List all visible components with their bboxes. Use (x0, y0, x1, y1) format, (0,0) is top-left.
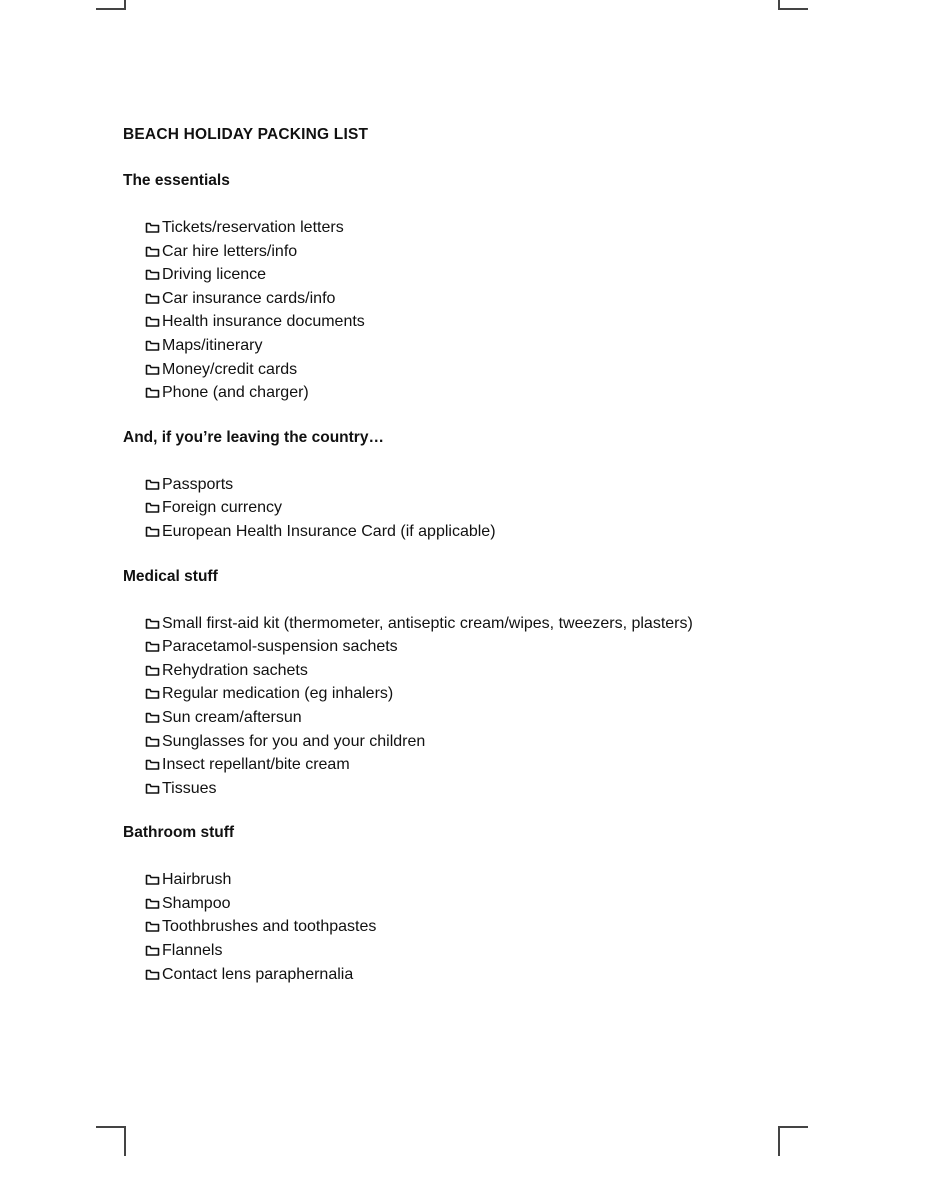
list-item[interactable]: Phone (and charger) (145, 381, 803, 405)
checkbox-icon[interactable] (145, 340, 162, 351)
section-heading-medical: Medical stuff (123, 567, 218, 585)
checkbox-icon[interactable] (145, 969, 162, 980)
checkbox-icon[interactable] (145, 898, 162, 909)
checkbox-icon[interactable] (145, 526, 162, 537)
crop-mark-top-left (96, 0, 126, 10)
list-item[interactable]: Car hire letters/info (145, 240, 803, 264)
checkbox-icon[interactable] (145, 665, 162, 676)
checkbox-icon[interactable] (145, 222, 162, 233)
list-item[interactable]: Passports (145, 473, 803, 497)
checkbox-icon[interactable] (145, 364, 162, 375)
list-item[interactable]: Driving licence (145, 263, 803, 287)
checkbox-icon[interactable] (145, 246, 162, 257)
list-item[interactable]: Small first-aid kit (thermometer, antiseptic cream/wipes, tweezers, plasters) (145, 612, 803, 636)
checkbox-icon[interactable] (145, 293, 162, 304)
list-item[interactable]: Shampoo (145, 892, 803, 916)
checkbox-icon[interactable] (145, 316, 162, 327)
list-item[interactable]: Health insurance documents (145, 310, 803, 334)
essentials-list (123, 216, 803, 405)
list-item[interactable]: Tissues (145, 777, 803, 801)
list-item[interactable]: Maps/itinerary (145, 334, 803, 358)
list-item[interactable]: Paracetamol-suspension sachets (145, 635, 803, 659)
checkbox-icon[interactable] (145, 783, 162, 794)
checkbox-icon[interactable] (145, 618, 162, 629)
document-title: BEACH HOLIDAY PACKING LIST (123, 126, 369, 143)
leaving-country-list (123, 473, 803, 544)
crop-mark-top-right (778, 0, 808, 10)
list-item[interactable]: Sun cream/aftersun (145, 706, 803, 730)
section-heading-essentials: The essentials (123, 172, 230, 189)
list-item[interactable]: Contact lens paraphernalia (145, 963, 803, 987)
list-item[interactable]: Tickets/reservation letters (145, 216, 803, 240)
list-item[interactable]: Regular medication (eg inhalers) (145, 682, 803, 706)
checkbox-icon[interactable] (145, 479, 162, 490)
checkbox-icon[interactable] (145, 759, 162, 770)
section-heading-leaving-country: And, if you’re leaving the country… (123, 428, 384, 446)
checkbox-icon[interactable] (145, 387, 162, 398)
medical-list (123, 612, 803, 801)
checkbox-icon[interactable] (145, 502, 162, 513)
checkbox-icon[interactable] (145, 641, 162, 652)
list-item[interactable]: Car insurance cards/info (145, 287, 803, 311)
checkbox-icon[interactable] (145, 688, 162, 699)
list-item[interactable]: Hairbrush (145, 868, 803, 892)
crop-mark-bottom-right (778, 1126, 808, 1156)
list-item[interactable]: Insect repellant/bite cream (145, 753, 803, 777)
checkbox-icon[interactable] (145, 874, 162, 885)
section-heading-bathroom: Bathroom stuff (123, 824, 235, 842)
checkbox-icon[interactable] (145, 712, 162, 723)
bathroom-list (123, 868, 803, 986)
list-item[interactable]: Toothbrushes and toothpastes (145, 915, 803, 939)
checkbox-icon[interactable] (145, 269, 162, 280)
list-item[interactable]: Sunglasses for you and your children (145, 730, 803, 754)
packing-list-document (123, 124, 803, 1008)
list-item[interactable]: Flannels (145, 939, 803, 963)
checkbox-icon[interactable] (145, 921, 162, 932)
checkbox-icon[interactable] (145, 736, 162, 747)
list-item[interactable]: Rehydration sachets (145, 659, 803, 683)
checkbox-icon[interactable] (145, 945, 162, 956)
list-item[interactable]: European Health Insurance Card (if applicable) (145, 520, 803, 544)
crop-mark-bottom-left (96, 1126, 126, 1156)
list-item[interactable]: Money/credit cards (145, 358, 803, 382)
list-item[interactable]: Foreign currency (145, 496, 803, 520)
